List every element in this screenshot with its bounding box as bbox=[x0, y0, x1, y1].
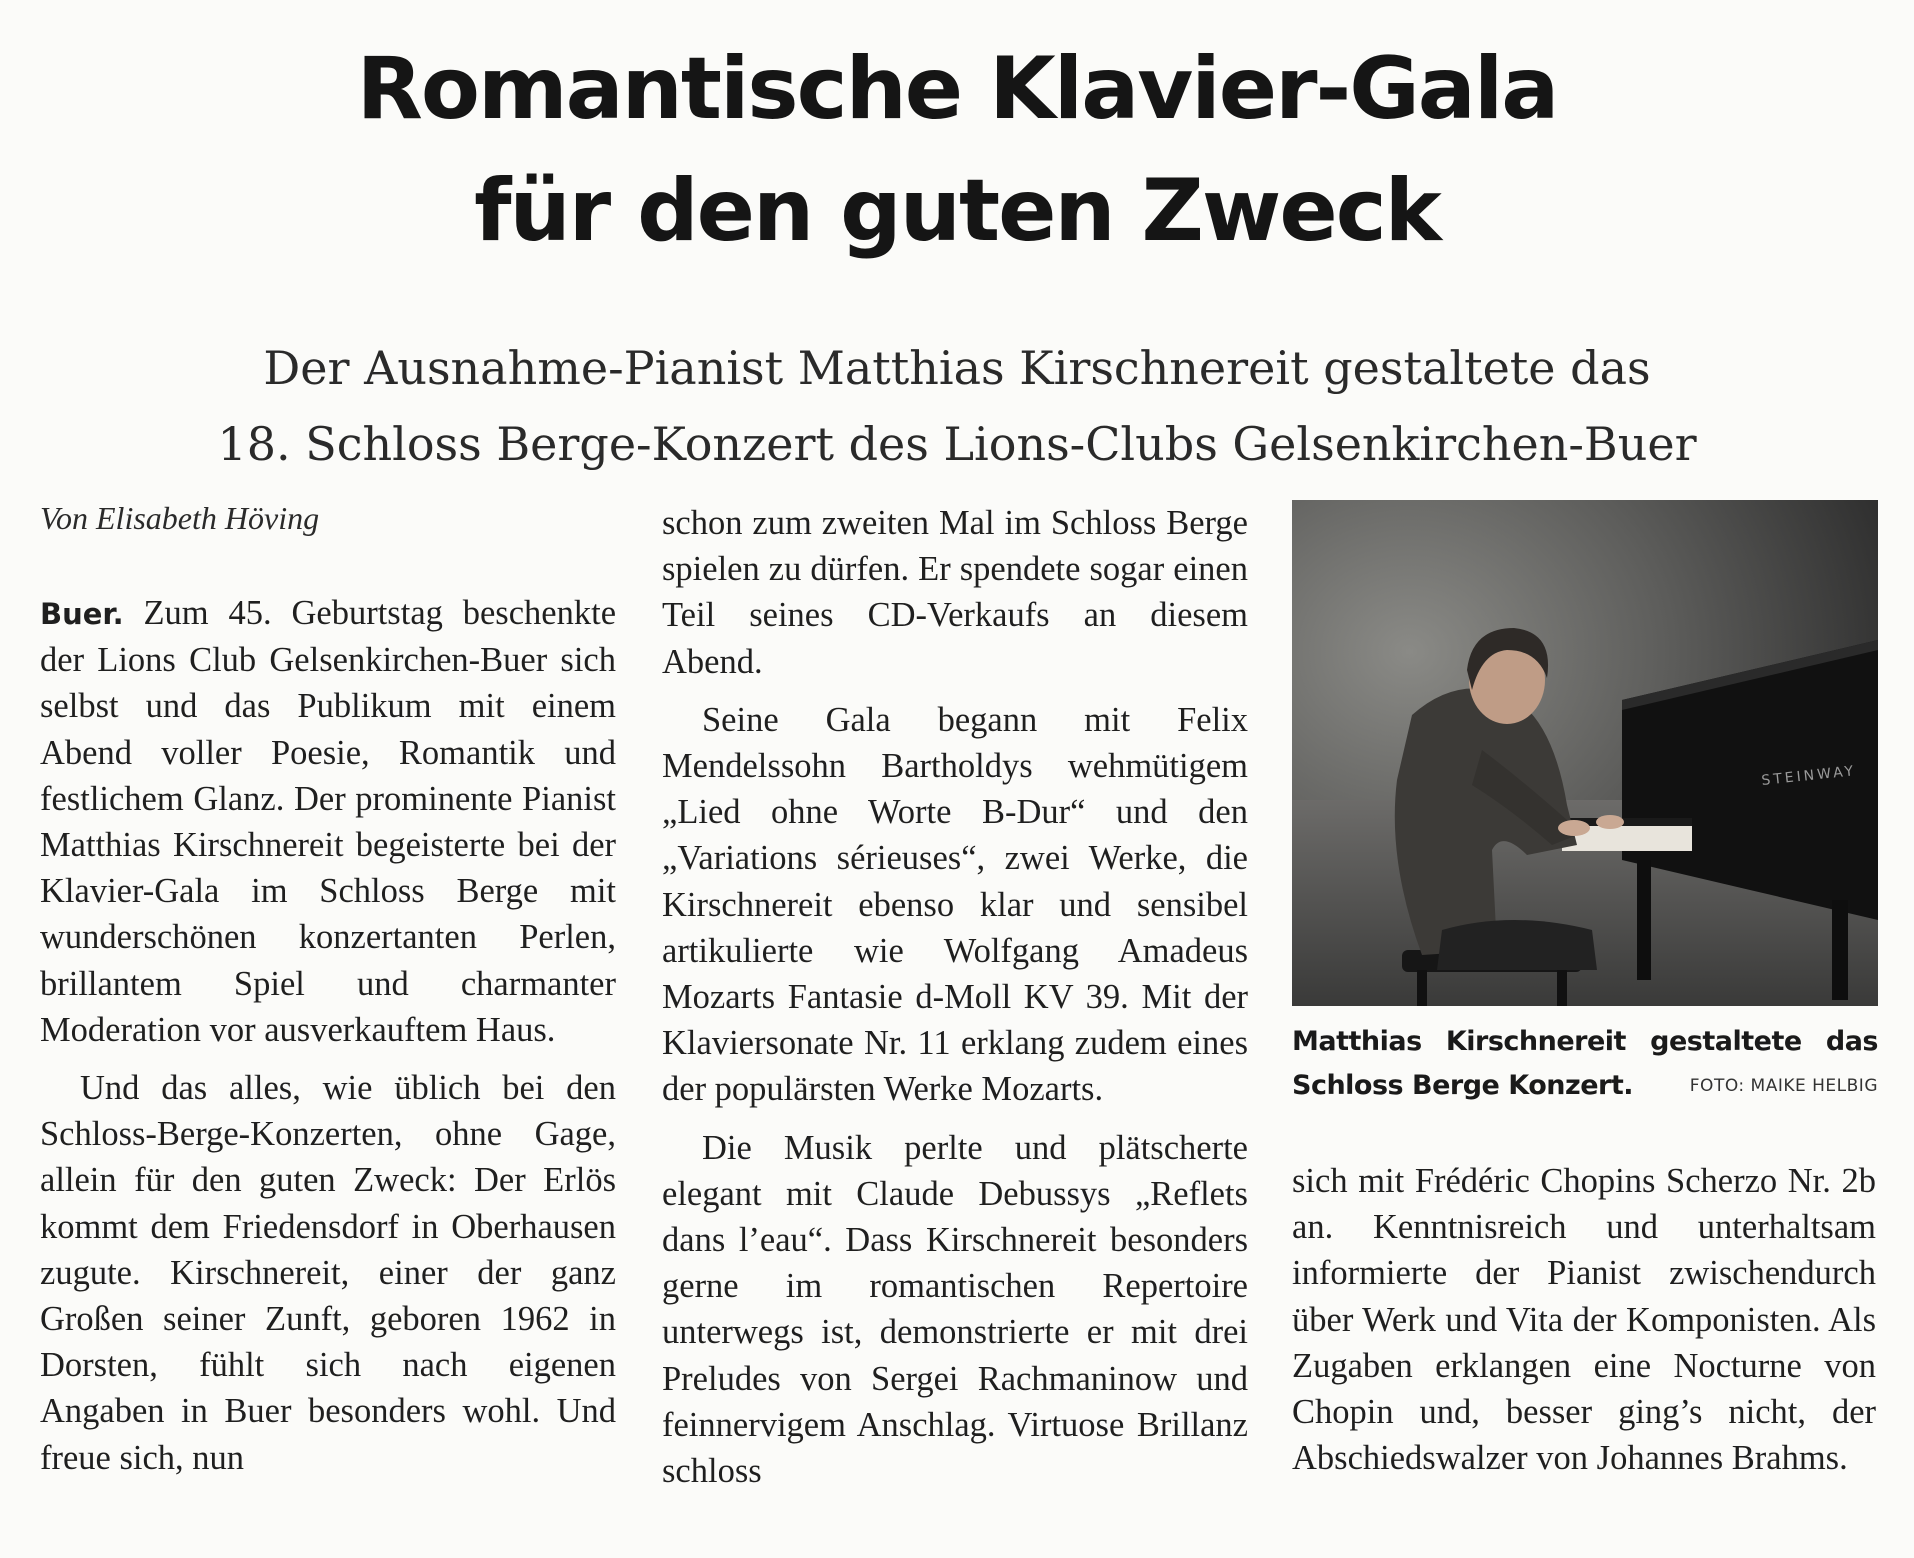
paragraph bbox=[40, 590, 616, 1053]
paragraph-text: Zum 45. Geburtstag beschenkte der Lions Club Gelsenkirchen-Buer sich selbst und das Publikum mit einem Abend voller Poesie, Romantik und festlichem Glanz. Der prominente Pianist Matthias Kirschnereit begeisterte bei der Klavier-Gala im Schloss Berge mit wunderschönen konzertanten Perlen, brillantem Spiel und charmanter Moderation vor ausverkauftem Haus. bbox=[40, 594, 617, 1049]
dateline: Buer. bbox=[40, 597, 124, 631]
pianist-photo bbox=[1292, 500, 1878, 1006]
piano-brand-text: STEINWAY bbox=[1760, 763, 1857, 789]
caption-text: Matthias Kirschnereit gestaltete das Schloss Berge Konzert. bbox=[1292, 1026, 1878, 1101]
subheadline-line-2: 18. Schloss Berge-Konzert des Lions-Clubs Gelsenkirchen-Buer bbox=[217, 417, 1697, 471]
byline: Von Elisabeth Höving bbox=[40, 500, 320, 536]
article-column-2 bbox=[662, 500, 1248, 1494]
photo-credit: FOTO: MAIKE HELBIG bbox=[1689, 1076, 1878, 1096]
subheadline-line-1: Der Ausnahme-Pianist Matthias Kirschnereit gestaltete das bbox=[263, 341, 1651, 395]
photo-illustration bbox=[1292, 500, 1878, 1006]
paragraph: sich mit Frédéric Chopins Scherzo Nr. 2b an. Kenntnisreich und unterhaltsam informierte der Pianist zwischendurch über Werk und Vita der Komponisten. Als Zugaben erklangen eine Nocturne von Chopin und, besser ging’s nicht, der Abschiedswalzer von Johannes Brahms. bbox=[1292, 1162, 1876, 1478]
headline-line-1: Romantische Klavier-Gala bbox=[356, 39, 1558, 139]
paragraph: Die Musik perlte und plätscherte elegant mit Claude Debussys „Reflets dans l’eau“. Dass Kirschnereit besonders gerne im romantischen Repertoire unterwegs ist, demonstrierte er mit drei Preludes von Sergei Rachmaninow und feinnervigem Anschlag. Virtuose Brillanz schloss bbox=[662, 1128, 1248, 1491]
headline bbox=[0, 28, 1914, 272]
paragraph: Seine Gala begann mit Felix Mendelssohn Bartholdys wehmütigem „Lied ohne Worte B-Dur“ und den „Variations sérieuses“, zwei Werke, die Kirschnereit ebenso klar und sensibel artikulierte wie Wolfgang Amadeus Mozarts Fantasie d-Moll KV 39. Mit der Klaviersonate Nr. 11 erklang zudem eines der populärsten Werke Mozarts. bbox=[662, 700, 1248, 1109]
article-column-3 bbox=[1292, 1158, 1876, 1481]
paragraph: schon zum zweiten Mal im Schloss Berge spielen zu dürfen. Er spendete sogar einen Teil seines CD-Verkaufs an diesem Abend. bbox=[662, 504, 1248, 681]
subheadline bbox=[0, 330, 1914, 482]
photo-caption bbox=[1292, 1020, 1878, 1108]
paragraph: Und das alles, wie üblich bei den Schloss-Berge-Konzerten, ohne Gage, allein für den guten Zweck: Der Erlös kommt dem Friedensdorf in Oberhausen zugute. Kirschnereit, einer der ganz Großen seiner Zunft, geboren 1962 in Dorsten, fühlt sich nach eigenen Angaben in Buer besonders wohl. Und freue sich, nun bbox=[40, 1069, 616, 1477]
headline-line-2: für den guten Zweck bbox=[474, 161, 1440, 261]
article-column-1 bbox=[40, 590, 616, 1481]
